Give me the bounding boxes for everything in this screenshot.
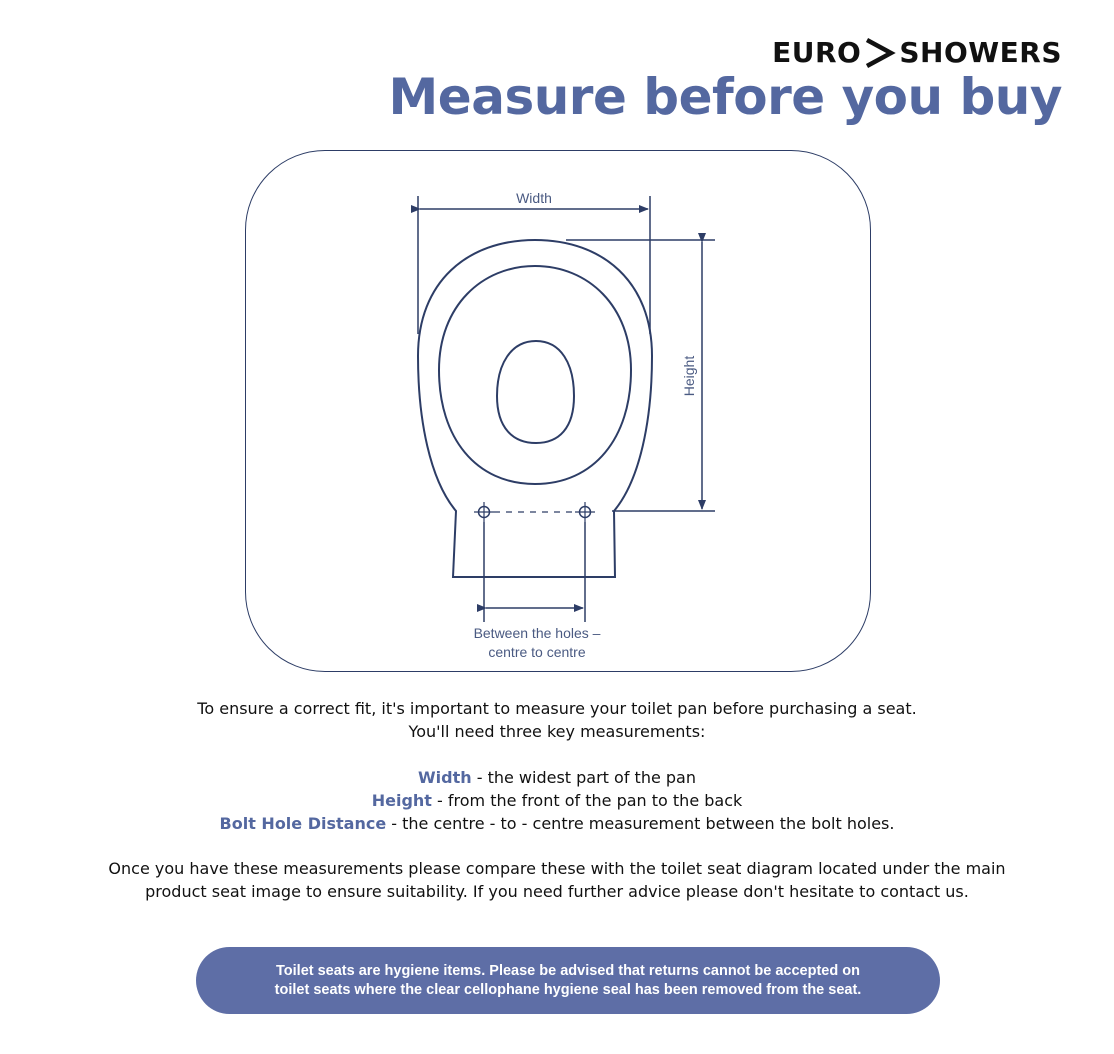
notice-line1: Toilet seats are hygiene items. Please be advised that returns cannot be accepted on <box>276 962 860 979</box>
measurement-desc: - from the front of the pan to the back <box>431 791 743 810</box>
brand-logo-right: SHOWERS <box>899 36 1062 69</box>
hygiene-notice-banner <box>196 947 940 1014</box>
advice-line2: product seat image to ensure suitability. If you need further advice please don't hesitate to contact us. <box>145 882 969 901</box>
measurement-desc: - the widest part of the pan <box>471 768 696 787</box>
intro-text <box>0 697 1114 743</box>
measurement-term: Bolt Hole Distance <box>219 814 387 833</box>
intro-line2: You'll need three key measurements: <box>408 722 706 741</box>
advice-text <box>0 857 1114 903</box>
measurement-term: Width <box>418 768 472 787</box>
bowl-opening <box>497 341 574 443</box>
measurement-item <box>0 789 1114 812</box>
measurement-list <box>0 766 1114 835</box>
seat-ring <box>439 266 631 484</box>
advice-line1: Once you have these measurements please compare these with the toilet seat diagram located under the main <box>108 859 1006 878</box>
measurement-desc: - the centre - to - centre measurement between the bolt holes. <box>386 814 895 833</box>
measurement-item <box>0 812 1114 835</box>
height-label: Height <box>681 355 697 397</box>
pan-outline <box>418 240 652 577</box>
intro-line1: To ensure a correct fit, it's important to measure your toilet pan before purchasing a seat. <box>197 699 917 718</box>
measurement-term: Height <box>371 791 432 810</box>
notice-line2: toilet seats where the clear cellophane hygiene seal has been removed from the seat. <box>274 981 862 998</box>
brand-logo-left: EURO <box>772 36 862 69</box>
bolt-hole-right <box>575 502 595 522</box>
holes-label-line2: centre to centre <box>488 644 586 660</box>
measurement-item <box>0 766 1114 789</box>
width-label: Width <box>516 190 552 206</box>
page-title: Measure before you buy <box>388 68 1062 126</box>
bolt-hole-left <box>474 502 494 522</box>
holes-label-line1: Between the holes – <box>473 625 601 641</box>
